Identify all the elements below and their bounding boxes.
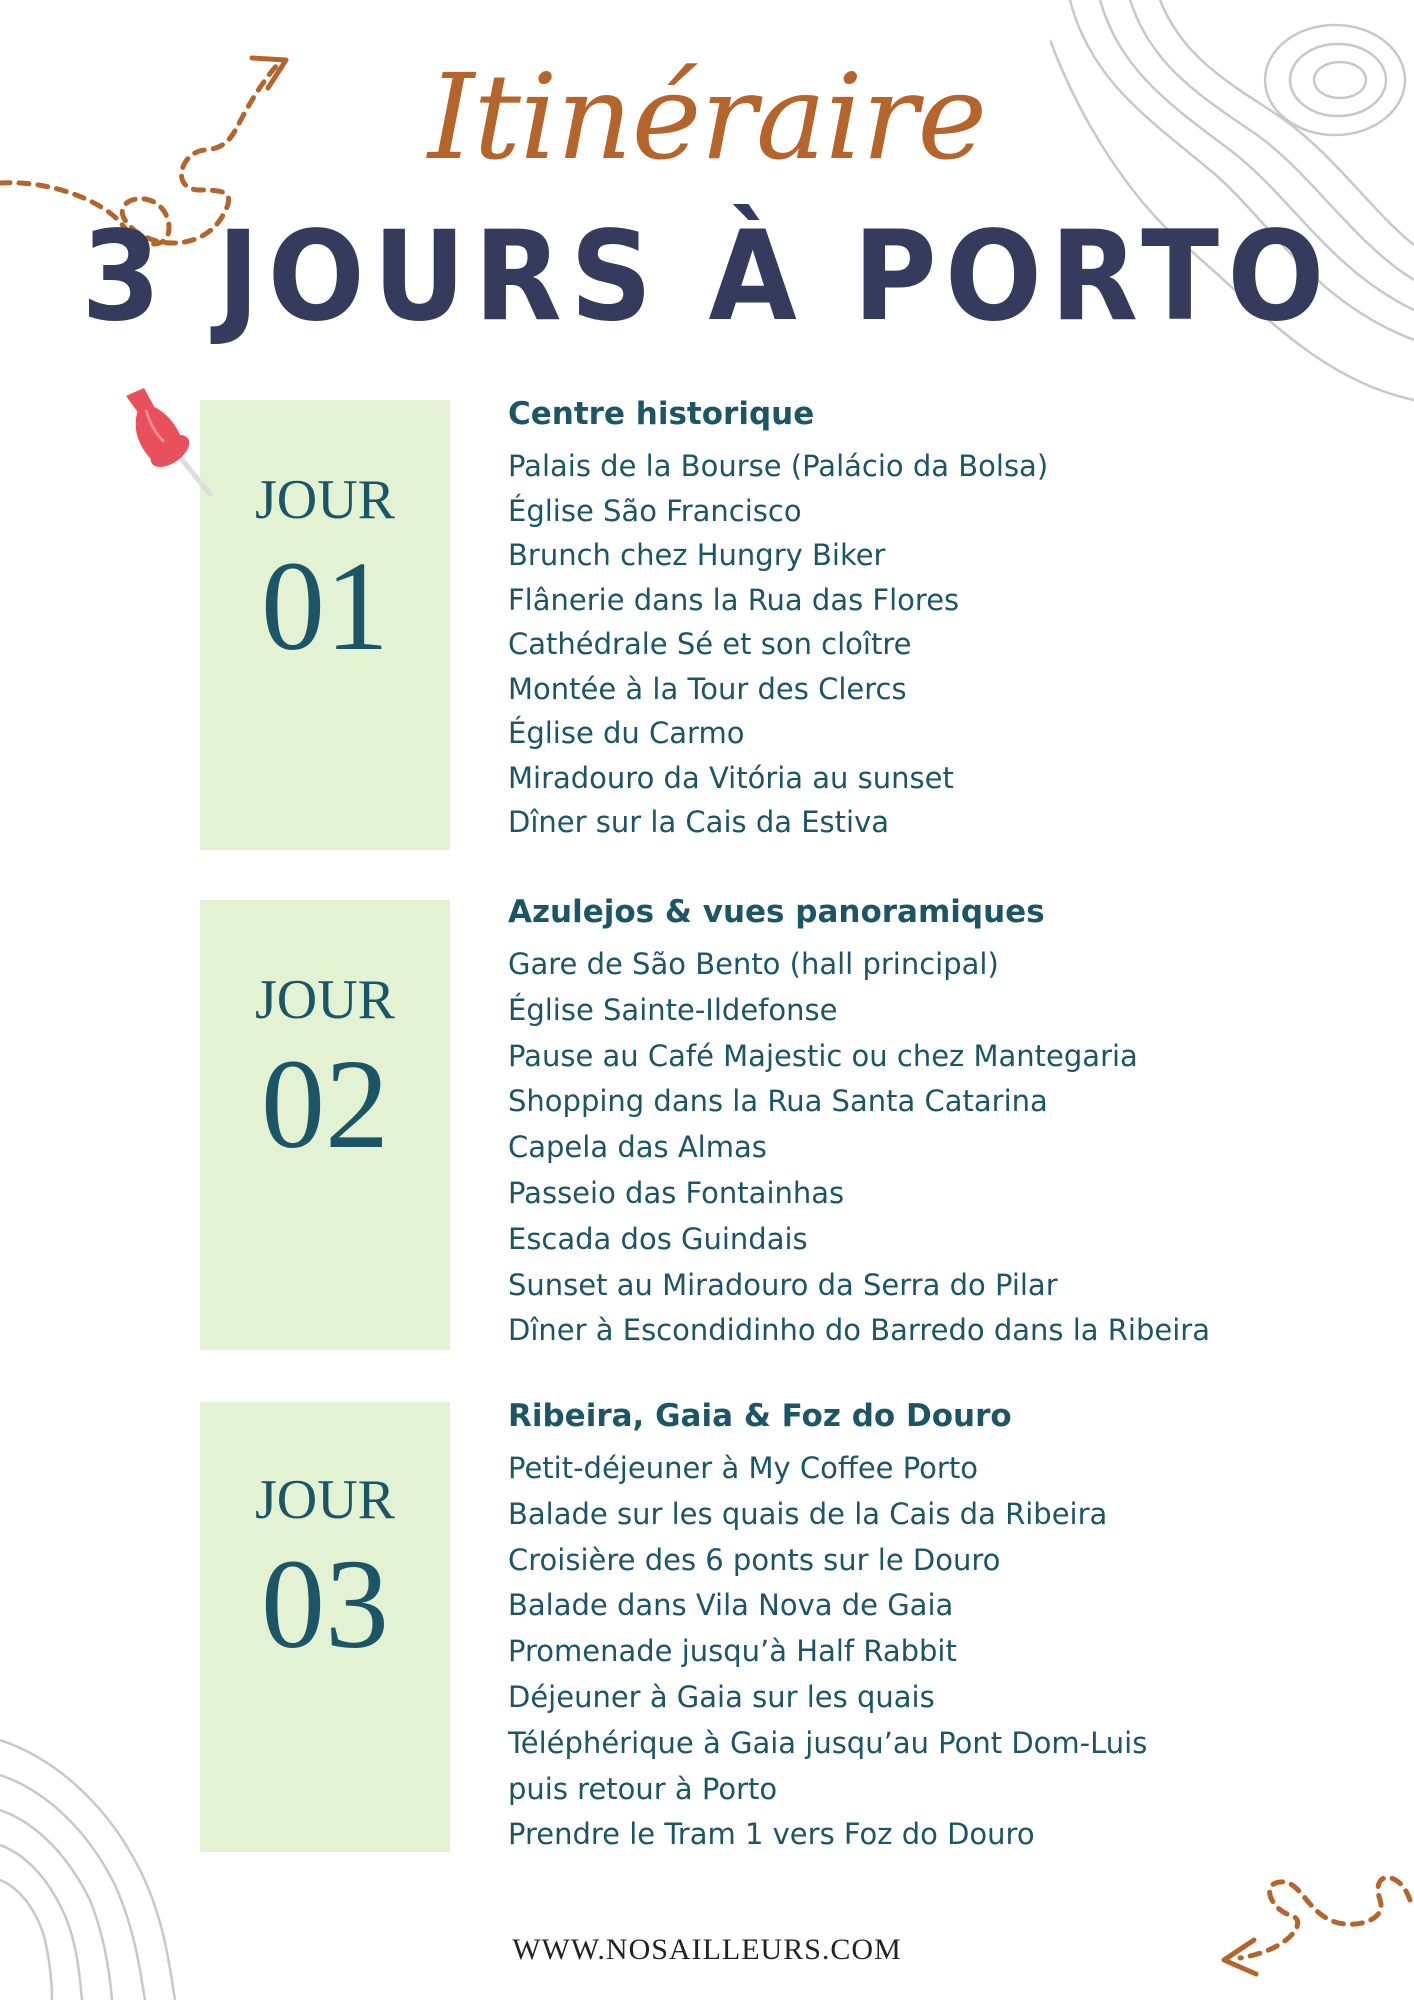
activity-list	[508, 1446, 1368, 1858]
day-title: Centre historique	[508, 396, 815, 432]
list-item: Promenade jusqu’à Half Rabbit	[508, 1634, 957, 1669]
day-label: JOUR	[254, 469, 396, 531]
list-item: Shopping dans la Rua Santa Catarina	[508, 1084, 1048, 1119]
list-item: Prendre le Tram 1 vers Foz do Douro	[508, 1817, 1035, 1852]
day-label: JOUR	[254, 969, 396, 1031]
list-item: Balade dans Vila Nova de Gaia	[508, 1588, 954, 1623]
page-title: 3 JOURS À PORTO	[81, 205, 1333, 349]
activity-list	[508, 444, 1368, 845]
list-item: Dîner à Escondidinho do Barredo dans la Ribeira	[508, 1313, 1210, 1348]
list-item: Brunch chez Hungry Biker	[508, 538, 886, 572]
push-pin-icon	[112, 388, 222, 503]
list-item: Téléphérique à Gaia jusqu’au Pont Dom-Luis	[508, 1725, 1148, 1760]
list-item: Déjeuner à Gaia sur les quais	[508, 1679, 935, 1714]
day-label: JOUR	[254, 1469, 396, 1531]
list-item: Montée à la Tour des Clercs	[508, 671, 907, 706]
day-title: Azulejos & vues panoramiques	[508, 894, 1045, 930]
day-section	[508, 1396, 1368, 1858]
day-number: 02	[261, 1033, 389, 1175]
day-title: Ribeira, Gaia & Foz do Douro	[508, 1398, 1012, 1434]
website-link[interactable]: WWW.NOSAILLEURS.COM	[512, 1933, 902, 1966]
list-item: Escada dos Guindais	[508, 1221, 808, 1256]
list-item: Balade sur les quais de la Cais da Ribeira	[508, 1496, 1108, 1531]
list-item: puis retour à Porto	[508, 1771, 778, 1806]
day-section	[508, 394, 1368, 845]
day-badge	[200, 1402, 450, 1852]
day-number: 03	[261, 1533, 389, 1675]
list-item: Cathédrale Sé et son cloître	[508, 627, 912, 661]
script-title: Itinéraire	[427, 48, 987, 186]
list-item: Passeio das Fontainhas	[508, 1175, 845, 1210]
list-item: Église Sainte-Ildefonse	[508, 992, 838, 1027]
list-item: Petit-déjeuner à My Coffee Porto	[508, 1451, 978, 1485]
list-item: Palais de la Bourse (Palácio da Bolsa)	[508, 449, 1049, 483]
list-item: Flânerie dans la Rua das Flores	[508, 582, 960, 617]
list-item: Croisière des 6 ponts sur le Douro	[508, 1542, 1001, 1577]
list-item: Gare de São Bento (hall principal)	[508, 947, 999, 981]
list-item: Église São Francisco	[508, 493, 802, 528]
list-item: Dîner sur la Cais da Estiva	[508, 805, 890, 839]
day-number: 01	[261, 535, 389, 677]
list-item: Église du Carmo	[508, 716, 745, 750]
list-item: Pause au Café Majestic ou chez Mantegaria	[508, 1038, 1138, 1073]
activity-list	[508, 942, 1368, 1354]
list-item: Miradouro da Vitória au sunset	[508, 760, 954, 795]
list-item: Capela das Almas	[508, 1130, 767, 1165]
day-badge	[200, 900, 450, 1350]
day-section	[508, 892, 1368, 1354]
list-item: Sunset au Miradouro da Serra do Pilar	[508, 1267, 1058, 1302]
day-badge	[200, 400, 450, 850]
